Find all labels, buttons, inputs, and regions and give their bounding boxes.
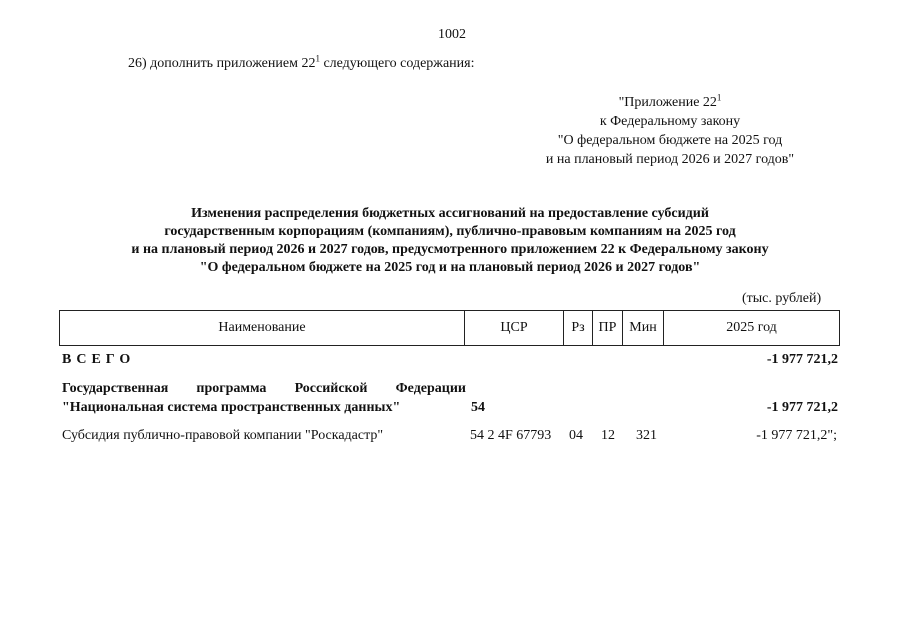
header-name: Наименование	[60, 311, 465, 346]
page-number: 1002	[438, 27, 466, 42]
program-word: Российской	[294, 381, 368, 396]
appendix-superscript: 1	[716, 92, 722, 103]
program-amount: -1 977 721,2	[766, 400, 838, 415]
subsidy-name: Субсидия публично-правовой компании "Роскадастр"	[62, 428, 384, 443]
program-word: Государственная	[62, 381, 169, 396]
program-name-line2: "Национальная система пространственных данных"	[62, 400, 401, 415]
program-csr: 54	[471, 400, 485, 415]
subsidy-amount: -1 977 721,2";	[756, 428, 837, 443]
unit-label: (тыс. рублей)	[742, 291, 822, 306]
subsidy-rz: 04	[569, 428, 583, 443]
header-rz: Рз	[564, 311, 593, 346]
heading-line1: Изменения распределения бюджетных ассигнований на предоставление субсидий	[191, 206, 709, 221]
appendix-reference	[520, 93, 820, 169]
intro-superscript: 1	[315, 53, 320, 64]
header-csr: ЦСР	[465, 311, 564, 346]
heading-line2: государственным корпорациям (компаниям), публично-правовым компаниям на 2025 год	[164, 224, 736, 239]
intro-paragraph	[128, 53, 475, 72]
appendix-line2: к Федеральному закону	[599, 114, 741, 129]
subsidy-csr: 54 2 4F 67793	[470, 428, 552, 443]
header-year: 2025 год	[664, 311, 840, 346]
total-amount: -1 977 721,2	[766, 352, 838, 367]
header-min: Мин	[623, 311, 664, 346]
program-word: Федерации	[395, 381, 466, 396]
program-name-line1	[62, 381, 466, 397]
appendix-line3: "О федеральном бюджете на 2025 год	[557, 133, 783, 148]
subsidy-pr: 12	[601, 428, 615, 443]
appendix-line4: и на плановый период 2026 и 2027 годов"	[545, 152, 795, 167]
intro-prefix: 26) дополнить приложением 22	[128, 56, 316, 71]
heading-line3: и на плановый период 2026 и 2027 годов, предусмотренного приложением 22 к Федеральному закону	[131, 242, 769, 257]
heading-line4: "О федеральном бюджете на 2025 год и на плановый период 2026 и 2027 годов"	[199, 260, 701, 275]
table-header	[59, 310, 840, 346]
header-pr: ПР	[593, 311, 623, 346]
appendix-line1	[520, 93, 820, 112]
intro-suffix: следующего содержания:	[319, 56, 475, 71]
total-label: ВСЕГО	[62, 352, 136, 367]
subsidy-min: 321	[636, 428, 657, 443]
appendix-title: "Приложение 22	[618, 95, 717, 110]
document-heading	[60, 205, 840, 277]
program-word: программа	[196, 381, 267, 396]
